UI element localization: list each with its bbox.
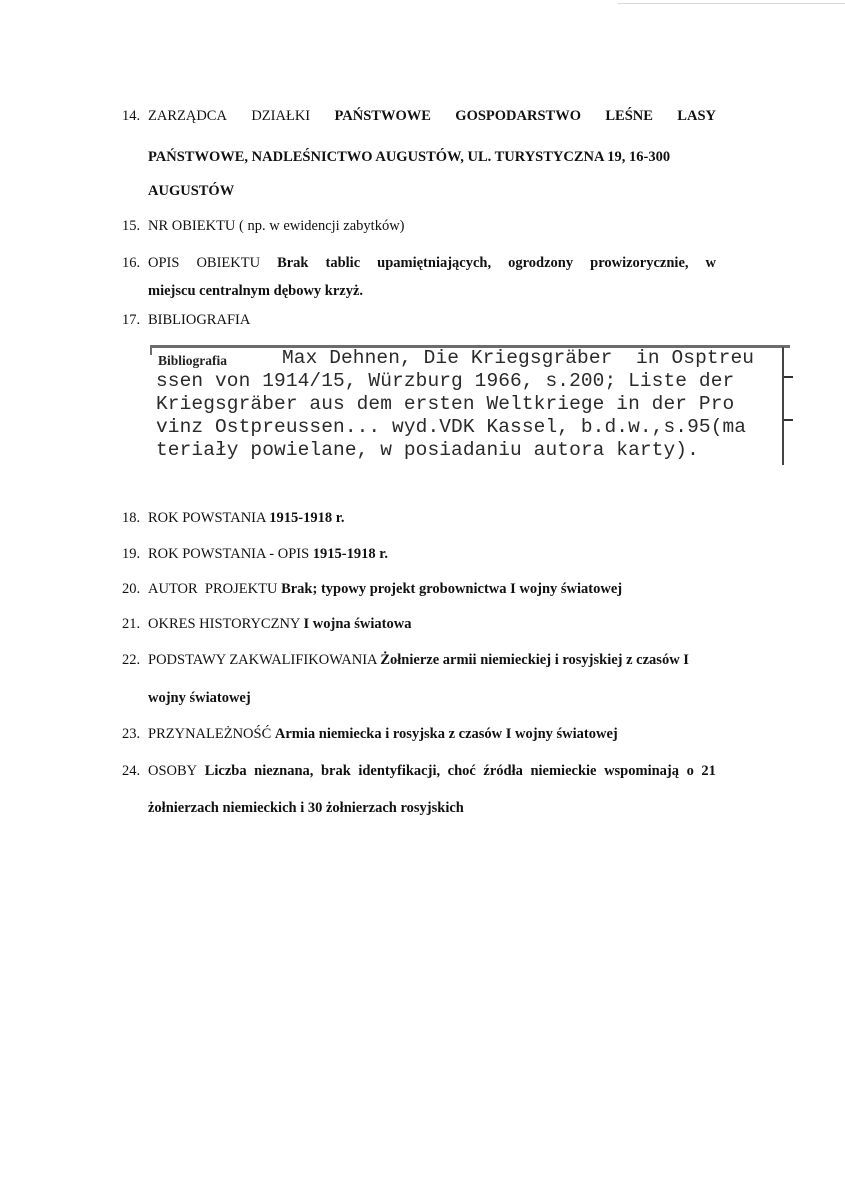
field-value-word: GOSPODARSTWO — [455, 108, 581, 124]
field-label: AUTOR PROJEKTU — [148, 581, 278, 597]
field-label: PODSTAWY ZAKWALIFIKOWANIA — [148, 652, 377, 668]
field-value-word: ogrodzony — [508, 255, 574, 271]
field-value-word: tablic — [325, 255, 361, 271]
field-16-description — [122, 246, 742, 281]
card-typed-line: ssen von 1914/15, Würzburg 1966, s.200; Liste der — [156, 370, 735, 392]
field-value-word: brak — [320, 763, 351, 779]
field-number: 19. — [122, 546, 141, 562]
field-value-word: niemieckie — [530, 763, 597, 779]
card-typed-line: Max Dehnen, Die Kriegsgräber in Osptreu — [282, 347, 755, 369]
card-border-right — [782, 347, 784, 465]
field-value: I wojna światowa — [303, 616, 412, 632]
field-value: Żołnierze armii niemieckiej i rosyjskiej z czasów I — [380, 652, 689, 668]
field-value-word: prowizorycznie, — [590, 255, 689, 271]
field-24-persons — [122, 754, 742, 789]
card-label: Bibliografia — [158, 353, 228, 368]
field-label: NR OBIEKTU ( np. w ewidencji zabytków) — [148, 218, 405, 234]
field-22-qualification — [122, 643, 742, 678]
field-number: 23. — [122, 726, 141, 742]
field-value-word: o — [686, 763, 694, 779]
card-border-left — [150, 345, 152, 355]
field-value-word: 21 — [701, 763, 716, 779]
bibliography-card — [150, 345, 790, 465]
field-label-word: DZIAŁKI — [251, 108, 311, 124]
field-value-word: wspominają — [604, 763, 679, 779]
field-number: 21. — [122, 616, 141, 632]
field-18-year — [122, 501, 742, 536]
field-number: 20. — [122, 581, 141, 597]
field-14-line3: AUGUSTÓW — [148, 183, 235, 199]
field-label-word: OBIEKTU — [196, 255, 261, 271]
field-value: 1915-1918 r. — [312, 546, 388, 562]
field-17-bibliography — [122, 303, 742, 338]
field-value-word: Brak — [277, 255, 309, 271]
field-23-affiliation — [122, 717, 742, 752]
field-value-word: Liczba — [204, 763, 247, 779]
field-value-word: LEŚNE — [605, 108, 653, 124]
field-21-period — [122, 607, 742, 642]
field-label: ROK POWSTANIA - OPIS — [148, 546, 310, 562]
field-16-line2: miejscu centralnym dębowy krzyż. — [148, 283, 364, 299]
field-16-line1 — [122, 246, 716, 281]
field-value-word: choć — [447, 763, 476, 779]
card-typed-line: Kriegsgräber aus dem ersten Weltkriege in der Pro — [156, 393, 735, 415]
field-value-word: PAŃSTWOWE — [334, 108, 431, 124]
field-number: 14. — [122, 108, 141, 124]
field-number: 18. — [122, 510, 141, 526]
field-value: Brak; typowy projekt grobownictwa I wojny światowej — [281, 581, 623, 597]
field-value-word: identyfikacji, — [358, 763, 441, 779]
field-24-line1 — [122, 754, 716, 789]
card-hyphen-mark — [784, 419, 793, 421]
field-label: ROK POWSTANIA — [148, 510, 266, 526]
field-value: 1915-1918 r. — [269, 510, 345, 526]
field-number: 24. — [122, 763, 141, 779]
field-value-word: w — [705, 255, 716, 271]
field-number: 22. — [122, 652, 141, 668]
field-22-line2: wojny światowej — [148, 690, 251, 706]
field-label-word: ZARZĄDCA — [148, 108, 227, 124]
field-value: Armia niemiecka i rosyjska z czasów I wojny światowej — [274, 726, 618, 742]
field-label: BIBLIOGRAFIA — [148, 312, 251, 328]
field-24-line2: żołnierzach niemieckich i 30 żołnierzach rosyjskich — [148, 800, 464, 816]
field-14-manager — [122, 99, 742, 134]
card-typed-line: vinz Ostpreussen... wyd.VDK Kassel, b.d.w.,s.95(ma — [156, 416, 747, 438]
field-label: OSOBY — [148, 763, 198, 779]
field-value-word: źródła — [483, 763, 523, 779]
field-20-author — [122, 572, 742, 607]
field-label-word: OPIS — [148, 255, 180, 271]
field-value-word: LASY — [677, 108, 716, 124]
field-label: PRZYNALEŻNOŚĆ — [148, 726, 272, 742]
card-hyphen-mark — [784, 376, 793, 378]
field-19-year-description — [122, 537, 742, 572]
field-value-word: upamiętniających, — [377, 255, 492, 271]
field-number: 17. — [122, 312, 141, 328]
field-number: 15. — [122, 218, 141, 234]
field-15-object-number — [122, 209, 742, 244]
card-typed-line: teriały powielane, w posiadaniu autora karty). — [156, 439, 699, 461]
field-label: OKRES HISTORYCZNY — [148, 616, 300, 632]
field-number: 16. — [122, 255, 141, 271]
field-14-line1 — [122, 99, 716, 134]
field-value-word: nieznana, — [254, 763, 314, 779]
top-rule — [618, 3, 845, 4]
field-14-line2: PAŃSTWOWE, NADLEŚNICTWO AUGUSTÓW, UL. TURYSTYCZNA 19, 16-300 — [148, 149, 671, 165]
